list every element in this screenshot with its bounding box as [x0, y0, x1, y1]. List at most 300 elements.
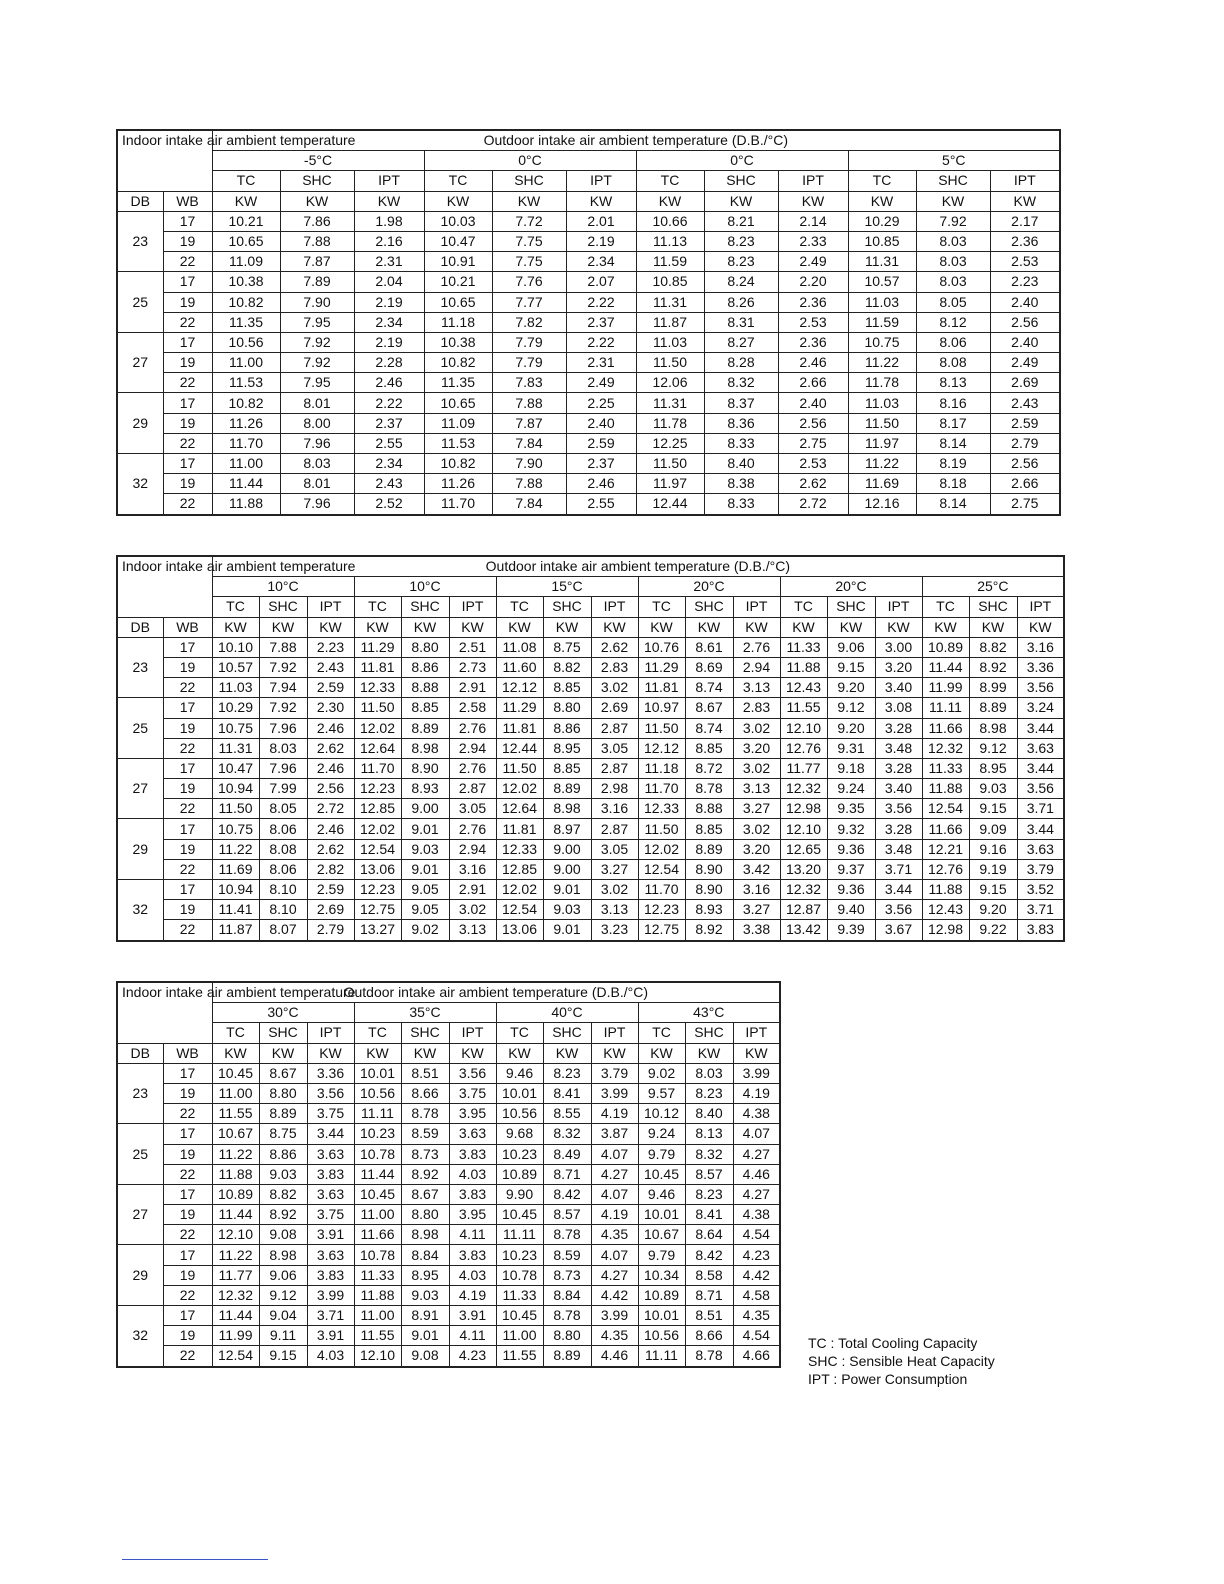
data-cell: 8.36: [704, 413, 778, 433]
table-row: [117, 413, 1060, 433]
db-header: DB: [117, 1043, 163, 1063]
column-header: TC: [354, 597, 401, 617]
data-cell: 2.34: [566, 252, 636, 272]
data-cell: 11.55: [496, 1346, 543, 1367]
unit-cell: KW: [212, 1043, 259, 1063]
data-cell: 8.06: [259, 819, 307, 839]
data-cell: 2.31: [354, 252, 424, 272]
table-row: [117, 1265, 780, 1285]
data-cell: 9.16: [969, 839, 1017, 859]
data-cell: 9.15: [969, 880, 1017, 900]
data-cell: 8.41: [685, 1205, 733, 1225]
data-cell: 10.65: [212, 231, 280, 251]
unit-cell: KW: [424, 191, 492, 211]
table-row: [117, 1306, 780, 1326]
data-cell: 3.13: [449, 920, 496, 941]
data-cell: 3.83: [449, 1245, 496, 1265]
data-cell: 9.02: [401, 920, 449, 941]
unit-cell: KW: [449, 617, 496, 637]
unit-cell: KW: [212, 617, 259, 637]
data-cell: 2.75: [990, 494, 1060, 515]
data-cell: 8.85: [685, 819, 733, 839]
data-cell: 11.44: [354, 1164, 401, 1184]
unit-row: [117, 191, 1060, 211]
db-value: 23: [117, 1063, 163, 1124]
unit-cell: KW: [704, 191, 778, 211]
data-cell: 3.05: [449, 799, 496, 819]
data-cell: 8.49: [543, 1144, 591, 1164]
data-cell: 9.15: [969, 799, 1017, 819]
data-cell: 8.92: [401, 1164, 449, 1184]
data-cell: 8.88: [401, 678, 449, 698]
data-cell: 11.31: [636, 292, 704, 312]
data-cell: 8.26: [704, 292, 778, 312]
data-cell: 11.59: [636, 252, 704, 272]
data-cell: 2.62: [591, 637, 638, 657]
data-cell: 2.25: [566, 393, 636, 413]
data-cell: 8.98: [543, 799, 591, 819]
data-cell: 8.06: [259, 859, 307, 879]
column-header: TC: [212, 1023, 259, 1043]
data-cell: 9.12: [969, 738, 1017, 758]
unit-cell: KW: [922, 617, 969, 637]
data-cell: 3.56: [307, 1083, 354, 1103]
data-cell: 9.02: [638, 1063, 685, 1083]
wb-value: 22: [163, 678, 212, 698]
unit-cell: KW: [778, 191, 848, 211]
data-cell: 2.59: [307, 678, 354, 698]
data-cell: 3.38: [733, 920, 780, 941]
unit-cell: KW: [401, 1043, 449, 1063]
data-cell: 11.22: [212, 839, 259, 859]
wb-value: 19: [163, 1265, 212, 1285]
table-row: [117, 231, 1060, 251]
data-cell: 2.23: [990, 272, 1060, 292]
wb-value: 22: [163, 738, 212, 758]
data-cell: 10.01: [354, 1063, 401, 1083]
column-header: SHC: [704, 171, 778, 191]
data-cell: 2.30: [307, 698, 354, 718]
data-cell: 8.69: [685, 657, 733, 677]
data-cell: 2.34: [354, 454, 424, 474]
table-row: [117, 454, 1060, 474]
data-cell: 3.91: [307, 1225, 354, 1245]
column-header: TC: [424, 171, 492, 191]
data-cell: 9.05: [401, 900, 449, 920]
data-cell: 11.44: [212, 1306, 259, 1326]
unit-cell: KW: [685, 617, 733, 637]
data-cell: 10.94: [212, 779, 259, 799]
data-cell: 12.76: [780, 738, 827, 758]
wb-value: 17: [163, 1063, 212, 1083]
data-cell: 4.46: [733, 1164, 780, 1184]
data-cell: 9.36: [827, 839, 875, 859]
data-cell: 7.92: [280, 332, 354, 352]
data-cell: 12.25: [636, 433, 704, 453]
data-cell: 3.79: [591, 1063, 638, 1083]
data-cell: 2.53: [778, 454, 848, 474]
data-cell: 2.46: [778, 353, 848, 373]
data-cell: 3.99: [591, 1083, 638, 1103]
data-cell: 2.36: [778, 292, 848, 312]
data-cell: 11.81: [354, 657, 401, 677]
wb-value: 19: [163, 1144, 212, 1164]
data-cell: 8.33: [704, 494, 778, 515]
data-cell: 11.08: [496, 637, 543, 657]
data-cell: 8.89: [401, 718, 449, 738]
data-cell: 2.20: [778, 272, 848, 292]
data-cell: 9.40: [827, 900, 875, 920]
data-cell: 12.43: [780, 678, 827, 698]
data-cell: 10.23: [354, 1124, 401, 1144]
data-cell: 2.94: [449, 738, 496, 758]
data-cell: 11.33: [780, 637, 827, 657]
data-cell: 3.63: [1017, 839, 1064, 859]
data-cell: 3.28: [875, 819, 922, 839]
data-cell: 3.71: [875, 859, 922, 879]
data-cell: 8.80: [401, 637, 449, 657]
legend-item-tc: TC : Total Cooling Capacity: [808, 1335, 978, 1351]
data-cell: 12.02: [638, 839, 685, 859]
data-cell: 3.05: [591, 839, 638, 859]
data-cell: 4.27: [733, 1144, 780, 1164]
wb-value: 22: [163, 1225, 212, 1245]
data-cell: 8.73: [543, 1265, 591, 1285]
data-cell: 2.56: [990, 454, 1060, 474]
data-cell: 10.56: [496, 1104, 543, 1124]
data-cell: 8.86: [401, 657, 449, 677]
data-cell: 2.04: [354, 272, 424, 292]
data-cell: 8.89: [969, 698, 1017, 718]
data-cell: 3.83: [449, 1144, 496, 1164]
data-cell: 11.70: [638, 779, 685, 799]
data-cell: 11.33: [354, 1265, 401, 1285]
unit-cell: KW: [307, 1043, 354, 1063]
data-cell: 3.91: [307, 1326, 354, 1346]
column-header: TC: [212, 171, 280, 191]
data-cell: 11.70: [638, 880, 685, 900]
wb-value: 22: [163, 312, 212, 332]
data-cell: 8.05: [259, 799, 307, 819]
wb-value: 22: [163, 859, 212, 879]
data-cell: 8.33: [704, 433, 778, 453]
db-value: 32: [117, 454, 163, 515]
outdoor-label: Outdoor intake air ambient temperature (D.B./°C): [212, 556, 1064, 577]
db-value: 29: [117, 819, 163, 880]
data-cell: 2.40: [990, 292, 1060, 312]
data-cell: 3.02: [733, 758, 780, 778]
table-row: [117, 839, 1064, 859]
data-cell: 8.74: [685, 718, 733, 738]
data-cell: 10.29: [212, 698, 259, 718]
temp-group-header: 10°C: [212, 577, 354, 597]
data-cell: 10.10: [212, 637, 259, 657]
wb-value: 17: [163, 272, 212, 292]
data-cell: 12.87: [780, 900, 827, 920]
db-value: 32: [117, 880, 163, 941]
data-cell: 11.66: [922, 718, 969, 738]
data-cell: 4.07: [733, 1124, 780, 1144]
data-cell: 8.32: [685, 1144, 733, 1164]
data-cell: 8.78: [685, 1346, 733, 1367]
unit-cell: KW: [875, 617, 922, 637]
data-cell: 8.86: [259, 1144, 307, 1164]
data-cell: 11.33: [922, 758, 969, 778]
data-cell: 2.76: [733, 637, 780, 657]
group-row: [117, 151, 1060, 171]
data-cell: 8.92: [969, 657, 1017, 677]
unit-cell: KW: [449, 1043, 496, 1063]
data-cell: 11.81: [496, 718, 543, 738]
data-cell: 3.63: [449, 1124, 496, 1144]
data-cell: 13.42: [780, 920, 827, 941]
data-cell: 11.88: [922, 779, 969, 799]
column-header: SHC: [492, 171, 566, 191]
wb-value: 17: [163, 211, 212, 231]
data-cell: 12.02: [354, 819, 401, 839]
unit-cell: KW: [969, 617, 1017, 637]
data-cell: 2.55: [354, 433, 424, 453]
temp-group-header: 25°C: [922, 577, 1064, 597]
data-cell: 8.74: [685, 678, 733, 698]
data-cell: 12.33: [354, 678, 401, 698]
data-cell: 12.76: [922, 859, 969, 879]
data-cell: 11.29: [496, 698, 543, 718]
data-cell: 4.27: [591, 1164, 638, 1184]
data-cell: 8.14: [916, 433, 990, 453]
data-cell: 3.05: [591, 738, 638, 758]
data-cell: 8.98: [969, 718, 1017, 738]
table-row: [117, 1164, 780, 1184]
data-cell: 8.23: [543, 1063, 591, 1083]
table-row: [117, 373, 1060, 393]
data-cell: 10.67: [638, 1225, 685, 1245]
data-cell: 7.83: [492, 373, 566, 393]
data-cell: 10.75: [212, 819, 259, 839]
column-header: IPT: [449, 597, 496, 617]
unit-cell: KW: [492, 191, 566, 211]
data-cell: 4.58: [733, 1285, 780, 1305]
data-cell: 7.88: [259, 637, 307, 657]
data-cell: 10.23: [496, 1245, 543, 1265]
data-cell: 11.53: [424, 433, 492, 453]
data-cell: 3.63: [307, 1245, 354, 1265]
data-cell: 9.08: [401, 1346, 449, 1367]
table-row: [117, 1245, 780, 1265]
data-cell: 9.18: [827, 758, 875, 778]
temp-group-header: 20°C: [780, 577, 922, 597]
data-cell: 10.67: [212, 1124, 259, 1144]
data-cell: 3.02: [449, 900, 496, 920]
table-row: [117, 799, 1064, 819]
data-cell: 8.03: [685, 1063, 733, 1083]
data-cell: 8.51: [685, 1306, 733, 1326]
column-header: SHC: [969, 597, 1017, 617]
data-cell: 3.20: [875, 657, 922, 677]
data-cell: 10.21: [424, 272, 492, 292]
data-cell: 9.22: [969, 920, 1017, 941]
data-cell: 7.87: [280, 252, 354, 272]
data-cell: 8.21: [704, 211, 778, 231]
data-cell: 4.35: [591, 1326, 638, 1346]
data-cell: 2.43: [307, 657, 354, 677]
data-cell: 11.77: [212, 1265, 259, 1285]
wb-value: 19: [163, 474, 212, 494]
data-cell: 12.33: [638, 799, 685, 819]
data-cell: 8.13: [685, 1124, 733, 1144]
data-cell: 2.22: [566, 332, 636, 352]
data-cell: 8.91: [401, 1306, 449, 1326]
data-cell: 12.54: [496, 900, 543, 920]
data-cell: 3.44: [1017, 819, 1064, 839]
column-header: SHC: [401, 597, 449, 617]
data-cell: 3.23: [591, 920, 638, 941]
data-cell: 2.22: [354, 393, 424, 413]
column-header: IPT: [990, 171, 1060, 191]
column-header: TC: [848, 171, 916, 191]
data-cell: 10.65: [424, 393, 492, 413]
data-cell: 7.84: [492, 494, 566, 515]
data-cell: 2.83: [733, 698, 780, 718]
data-cell: 8.51: [401, 1063, 449, 1083]
data-cell: 9.36: [827, 880, 875, 900]
column-header: TC: [354, 1023, 401, 1043]
column-header: SHC: [685, 597, 733, 617]
data-cell: 8.72: [685, 758, 733, 778]
data-cell: 8.08: [916, 353, 990, 373]
data-cell: 2.79: [307, 920, 354, 941]
wb-value: 19: [163, 900, 212, 920]
temp-group-header: 15°C: [496, 577, 638, 597]
data-cell: 11.50: [848, 413, 916, 433]
data-cell: 3.48: [875, 738, 922, 758]
data-cell: 12.44: [636, 494, 704, 515]
data-cell: 3.71: [1017, 799, 1064, 819]
data-cell: 10.01: [638, 1205, 685, 1225]
data-cell: 11.97: [848, 433, 916, 453]
data-cell: 2.52: [354, 494, 424, 515]
wb-value: 19: [163, 1326, 212, 1346]
data-cell: 12.32: [212, 1285, 259, 1305]
data-cell: 2.79: [990, 433, 1060, 453]
data-cell: 10.82: [424, 353, 492, 373]
db-value: 25: [117, 1124, 163, 1185]
column-header: TC: [638, 1023, 685, 1043]
db-value: 29: [117, 1245, 163, 1306]
data-cell: 12.65: [780, 839, 827, 859]
data-cell: 8.41: [543, 1083, 591, 1103]
data-cell: 10.78: [354, 1144, 401, 1164]
wb-header: WB: [163, 191, 212, 211]
data-cell: 11.88: [922, 880, 969, 900]
data-cell: 12.32: [922, 738, 969, 758]
data-cell: 4.54: [733, 1225, 780, 1245]
data-cell: 10.97: [638, 698, 685, 718]
data-cell: 4.03: [449, 1164, 496, 1184]
table-row: [117, 292, 1060, 312]
data-cell: 12.23: [638, 900, 685, 920]
data-cell: 10.12: [638, 1104, 685, 1124]
data-cell: 10.94: [212, 880, 259, 900]
data-cell: 2.16: [354, 231, 424, 251]
data-cell: 8.14: [916, 494, 990, 515]
unit-cell: KW: [591, 1043, 638, 1063]
data-cell: 2.87: [591, 758, 638, 778]
unit-cell: KW: [354, 1043, 401, 1063]
table-row: [117, 252, 1060, 272]
data-cell: 2.62: [307, 738, 354, 758]
data-cell: 2.43: [354, 474, 424, 494]
data-cell: 12.12: [496, 678, 543, 698]
data-cell: 2.07: [566, 272, 636, 292]
data-cell: 4.66: [733, 1346, 780, 1367]
data-cell: 11.55: [354, 1326, 401, 1346]
data-cell: 3.02: [733, 718, 780, 738]
unit-cell: KW: [354, 617, 401, 637]
indoor-label: Indoor intake air ambient temperature: [117, 982, 212, 1043]
data-cell: 9.01: [401, 859, 449, 879]
table-row: [117, 738, 1064, 758]
data-cell: 12.21: [922, 839, 969, 859]
data-cell: 2.17: [990, 211, 1060, 231]
wb-value: 19: [163, 1083, 212, 1103]
unit-cell: KW: [591, 617, 638, 637]
table-row: [117, 312, 1060, 332]
table-row: [117, 494, 1060, 515]
data-cell: 3.44: [875, 880, 922, 900]
data-cell: 8.80: [543, 698, 591, 718]
db-value: 32: [117, 1306, 163, 1367]
data-cell: 9.39: [827, 920, 875, 941]
data-cell: 10.75: [848, 332, 916, 352]
table-row: [117, 1184, 780, 1204]
data-cell: 2.19: [566, 231, 636, 251]
data-cell: 3.44: [1017, 718, 1064, 738]
db-value: 27: [117, 758, 163, 819]
data-cell: 8.03: [916, 252, 990, 272]
data-cell: 2.66: [778, 373, 848, 393]
data-cell: 2.37: [354, 413, 424, 433]
data-cell: 7.87: [492, 413, 566, 433]
data-cell: 8.10: [259, 900, 307, 920]
data-cell: 3.02: [591, 880, 638, 900]
data-cell: 8.27: [704, 332, 778, 352]
data-cell: 10.75: [212, 718, 259, 738]
table-row: [117, 819, 1064, 839]
data-cell: 10.47: [212, 758, 259, 778]
data-cell: 8.95: [543, 738, 591, 758]
data-cell: 8.40: [685, 1104, 733, 1124]
data-cell: 11.13: [636, 231, 704, 251]
data-cell: 9.57: [638, 1083, 685, 1103]
data-cell: 7.79: [492, 332, 566, 352]
data-cell: 8.64: [685, 1225, 733, 1245]
column-header: IPT: [591, 597, 638, 617]
data-cell: 3.02: [733, 819, 780, 839]
data-cell: 12.02: [354, 718, 401, 738]
data-cell: 8.23: [704, 231, 778, 251]
data-cell: 8.42: [543, 1184, 591, 1204]
table-row: [117, 1326, 780, 1346]
data-cell: 11.22: [212, 1245, 259, 1265]
data-cell: 4.54: [733, 1326, 780, 1346]
data-cell: 10.38: [424, 332, 492, 352]
table-row: [117, 637, 1064, 657]
data-cell: 7.96: [259, 758, 307, 778]
data-cell: 2.14: [778, 211, 848, 231]
data-cell: 11.50: [212, 799, 259, 819]
data-cell: 7.89: [280, 272, 354, 292]
